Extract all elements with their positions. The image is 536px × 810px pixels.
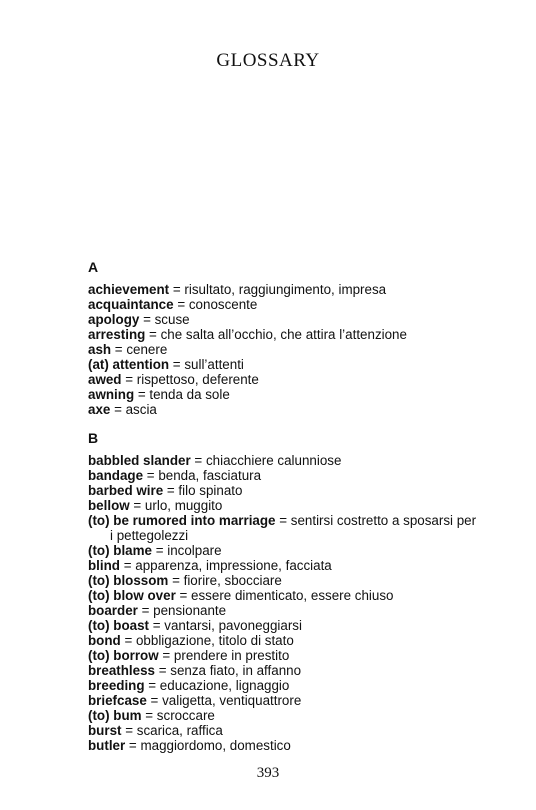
entry-term: bellow bbox=[88, 498, 130, 513]
entry-definition: = filo spinato bbox=[163, 483, 243, 498]
glossary-entry bbox=[88, 282, 478, 297]
entry-definition: = valigetta, ventiquattrore bbox=[146, 693, 302, 708]
glossary-entry bbox=[88, 573, 478, 588]
entry-term: (to) boast bbox=[88, 618, 149, 633]
entry-term: achievement bbox=[88, 282, 170, 297]
glossary-entry bbox=[88, 483, 478, 498]
glossary-entry bbox=[88, 693, 478, 708]
glossary-entry bbox=[88, 633, 478, 648]
glossary-entry bbox=[88, 543, 478, 558]
entry-definition: = chiacchiere calunniose bbox=[190, 453, 342, 468]
entry-definition: = benda, fasciatura bbox=[143, 468, 262, 483]
entry-definition: = vantarsi, pavoneggiarsi bbox=[149, 618, 302, 633]
entry-term: (to) be rumored into marriage bbox=[88, 513, 276, 528]
entry-term: babbled slander bbox=[88, 453, 191, 468]
glossary-entry bbox=[88, 618, 478, 633]
glossary-entry bbox=[88, 513, 478, 543]
glossary-entry bbox=[88, 588, 478, 603]
entry-definition: = maggiordomo, domestico bbox=[125, 738, 291, 753]
entry-list bbox=[88, 282, 478, 417]
page-title: GLOSSARY bbox=[216, 50, 320, 71]
entry-definition: = educazione, lignaggio bbox=[144, 678, 290, 693]
page-number: 393 bbox=[256, 765, 280, 781]
glossary-entry bbox=[88, 387, 478, 402]
entry-term: breathless bbox=[88, 663, 155, 678]
entry-term: (to) bum bbox=[88, 708, 142, 723]
entry-definition: = urlo, muggito bbox=[129, 498, 223, 513]
glossary-entry bbox=[88, 663, 478, 678]
entry-term: (to) blame bbox=[88, 543, 152, 558]
entry-term: boarder bbox=[88, 603, 138, 618]
glossary-entry bbox=[88, 708, 478, 723]
entry-term: apology bbox=[88, 312, 140, 327]
entry-definition: = scuse bbox=[139, 312, 190, 327]
entry-definition: = scarica, raffica bbox=[121, 723, 223, 738]
glossary-entry bbox=[88, 372, 478, 387]
entry-term: bandage bbox=[88, 468, 144, 483]
entry-definition: = che salta all’occhio, che attira l’attenzione bbox=[145, 327, 407, 342]
entry-definition: = sull’attenti bbox=[169, 357, 244, 372]
entry-term: (to) blossom bbox=[88, 573, 169, 588]
glossary-entry bbox=[88, 648, 478, 663]
entry-term: briefcase bbox=[88, 693, 147, 708]
entry-definition: = essere dimenticato, essere chiuso bbox=[175, 588, 394, 603]
entry-term: arresting bbox=[88, 327, 146, 342]
glossary-entry bbox=[88, 342, 478, 357]
entry-definition: = scroccare bbox=[141, 708, 215, 723]
glossary-entry bbox=[88, 558, 478, 573]
entry-definition: = ascia bbox=[110, 402, 157, 417]
entry-term: barbed wire bbox=[88, 483, 164, 498]
entry-term: butler bbox=[88, 738, 126, 753]
glossary-section-b bbox=[88, 429, 478, 753]
entry-definition: = rispettoso, deferente bbox=[121, 372, 259, 387]
glossary-entry bbox=[88, 678, 478, 693]
glossary-entry bbox=[88, 738, 478, 753]
entry-definition: = tenda da sole bbox=[134, 387, 230, 402]
entry-term: axe bbox=[88, 402, 111, 417]
entry-definition: = incolpare bbox=[151, 543, 222, 558]
glossary-entry bbox=[88, 327, 478, 342]
entry-definition: = sentirsi costretto a sposarsi per i pettegolezzi bbox=[110, 513, 477, 543]
entry-definition: = prendere in prestito bbox=[158, 648, 290, 663]
entry-definition: = risultato, raggiungimento, impresa bbox=[169, 282, 387, 297]
entry-definition: = fiorire, sbocciare bbox=[168, 573, 282, 588]
entry-definition: = senza fiato, in affanno bbox=[155, 663, 302, 678]
entry-term: awning bbox=[88, 387, 135, 402]
entry-definition: = obbligazione, titolo di stato bbox=[120, 633, 294, 648]
entry-term: (at) attention bbox=[88, 357, 170, 372]
entry-term: bond bbox=[88, 633, 121, 648]
entry-definition: = cenere bbox=[111, 342, 168, 357]
glossary-entry bbox=[88, 357, 478, 372]
entry-definition: = pensionante bbox=[137, 603, 227, 618]
entry-term: ash bbox=[88, 342, 112, 357]
glossary-entry bbox=[88, 723, 478, 738]
entry-term: awed bbox=[88, 372, 122, 387]
entry-term: burst bbox=[88, 723, 122, 738]
entry-term: breeding bbox=[88, 678, 145, 693]
entry-definition: = conoscente bbox=[173, 297, 258, 312]
section-letter: A bbox=[88, 259, 99, 275]
entry-definition: = apparenza, impressione, facciata bbox=[119, 558, 332, 573]
glossary-entry bbox=[88, 402, 478, 417]
glossary-entry bbox=[88, 312, 478, 327]
entry-list bbox=[88, 453, 478, 753]
entry-term: (to) borrow bbox=[88, 648, 159, 663]
glossary-entry bbox=[88, 468, 478, 483]
entry-term: (to) blow over bbox=[88, 588, 176, 603]
glossary-entry bbox=[88, 603, 478, 618]
glossary-section-a bbox=[88, 258, 478, 417]
glossary-entry bbox=[88, 498, 478, 513]
entry-term: acquaintance bbox=[88, 297, 174, 312]
entry-term: blind bbox=[88, 558, 120, 573]
glossary-entry bbox=[88, 453, 478, 468]
section-letter: B bbox=[88, 430, 99, 446]
glossary-entry bbox=[88, 297, 478, 312]
